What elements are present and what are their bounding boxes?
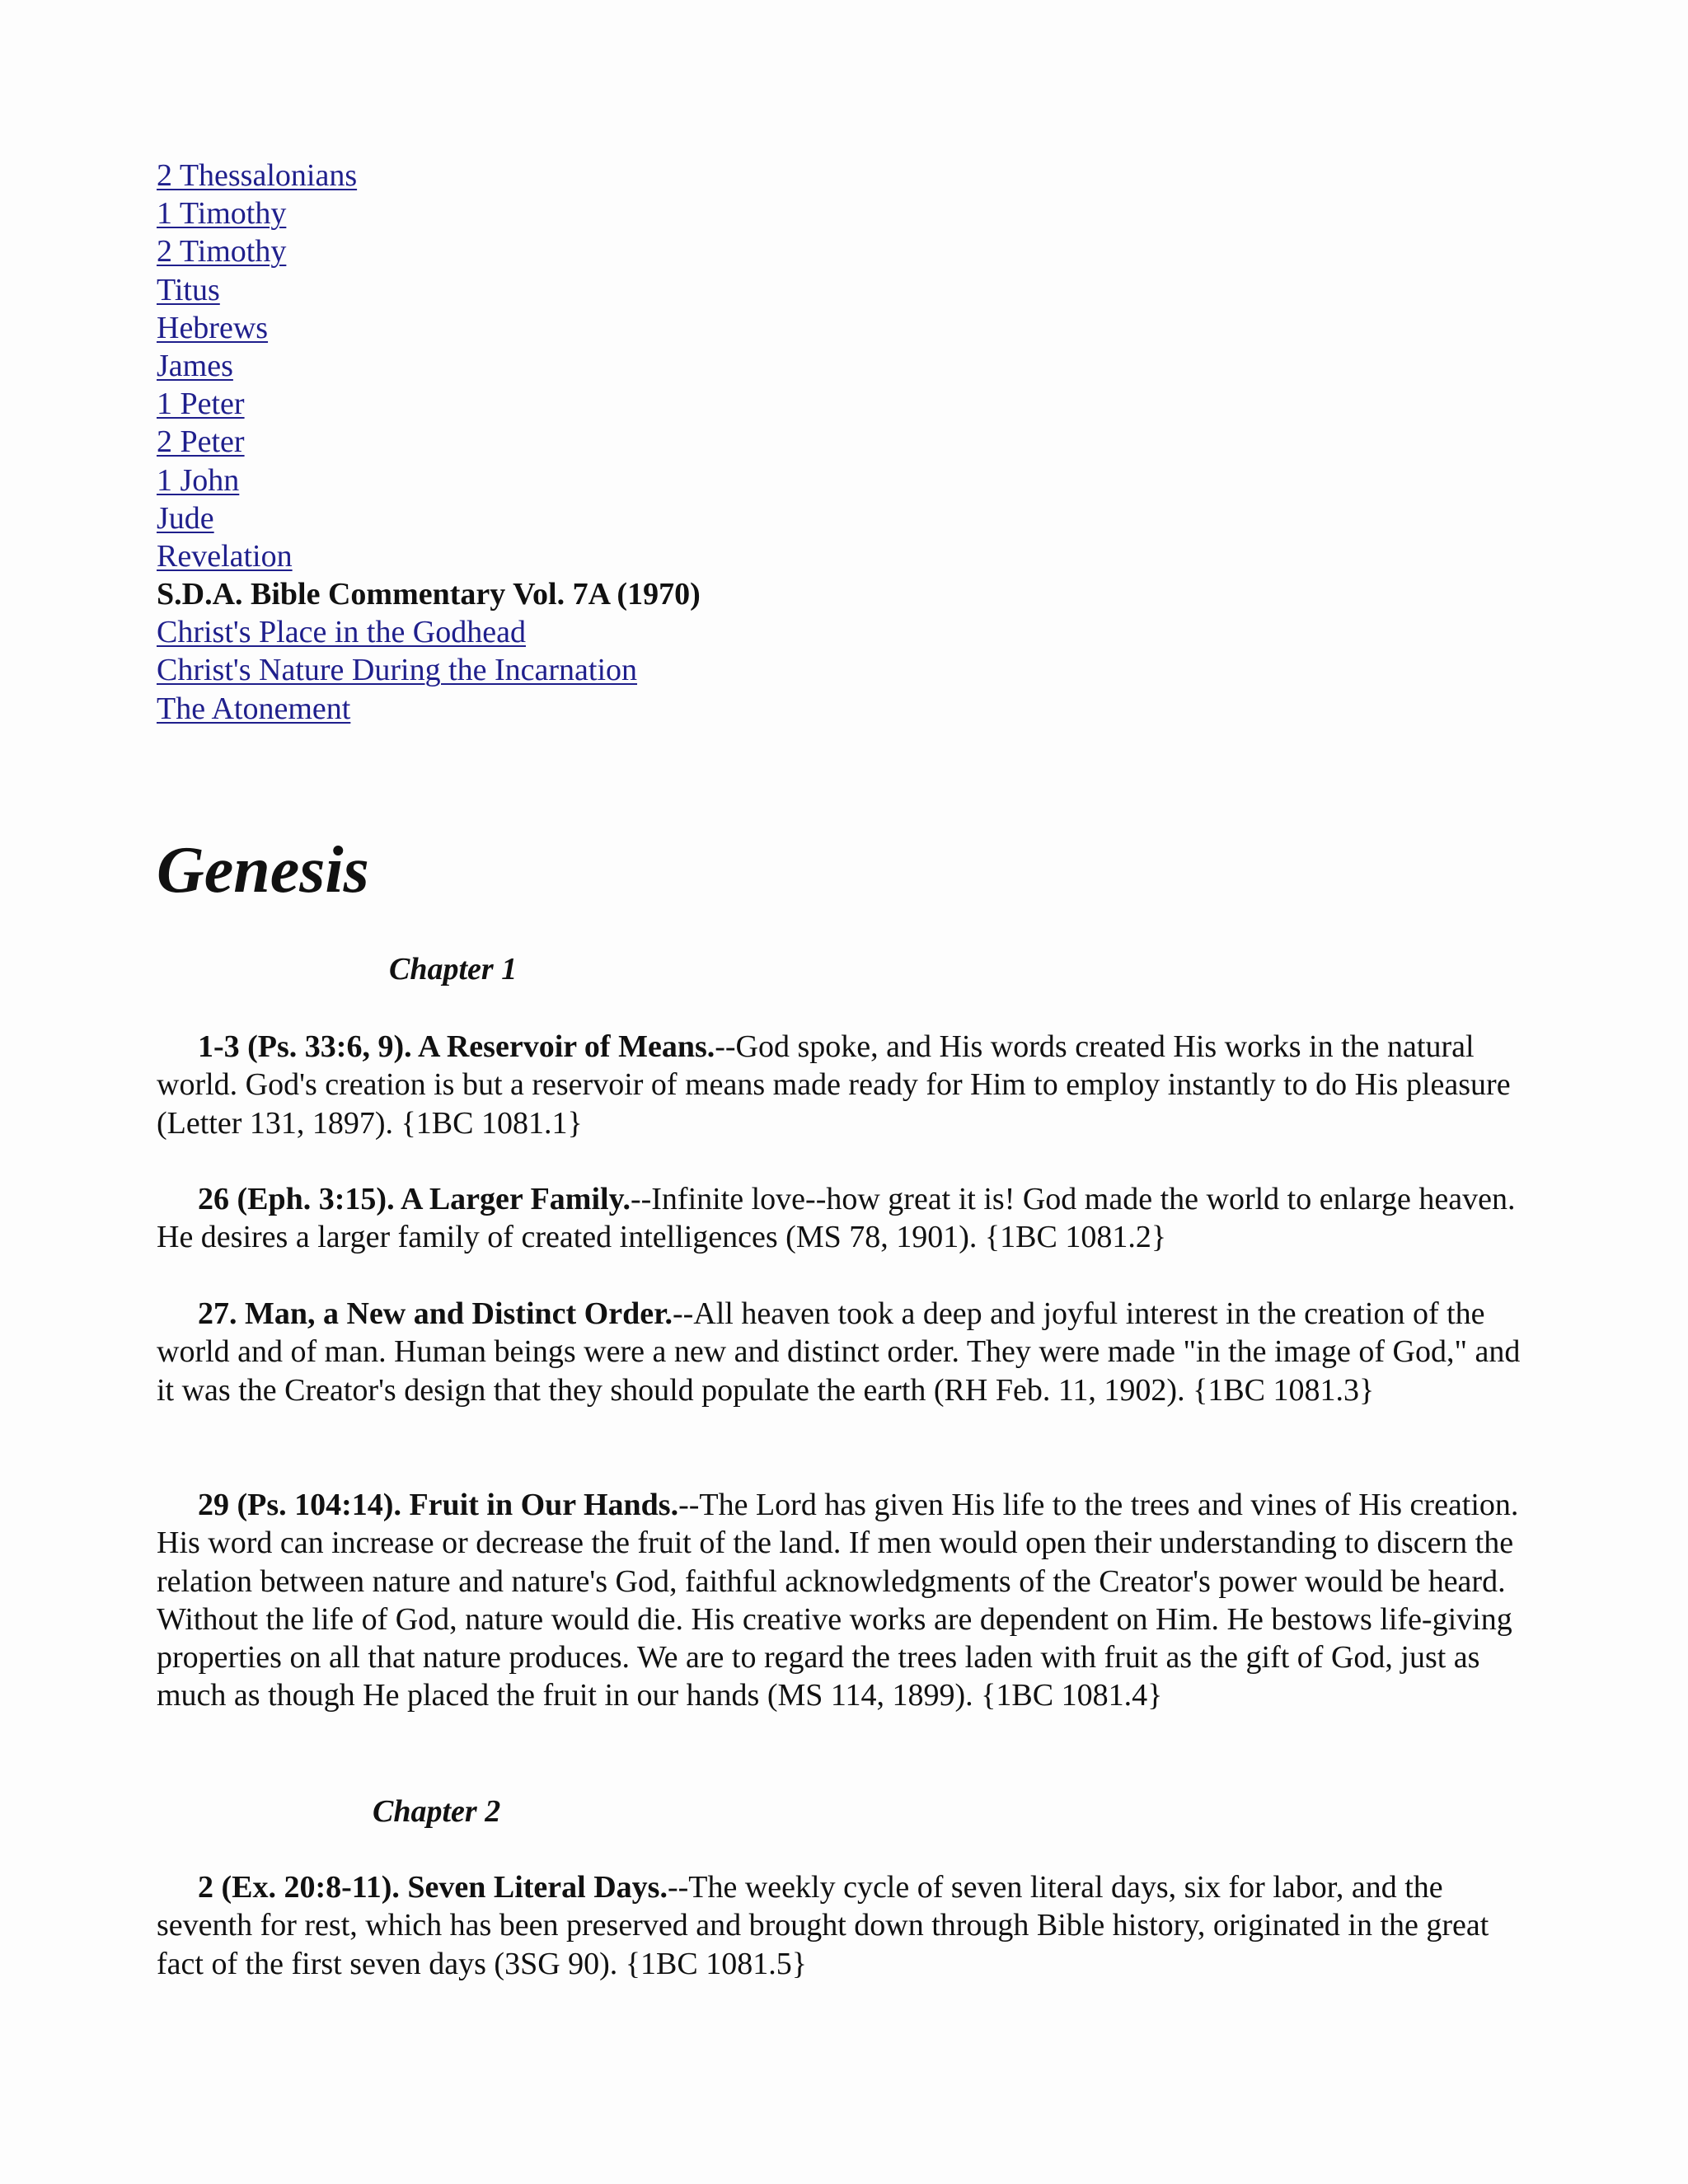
toc-link[interactable]: 1 Peter [157,387,245,422]
table-of-contents [157,157,1541,728]
toc-section-heading: S.D.A. Bible Commentary Vol. 7A (1970) [157,577,701,612]
toc-link[interactable]: Titus [157,272,220,307]
toc-item-revelation[interactable] [157,537,1541,575]
toc-item-titus[interactable] [157,271,1541,309]
toc-item-1-john[interactable] [157,462,1541,499]
paragraph-body: --God spoke, and His words created His works in the natural world. God's creation is but a reservoir of means made ready for Him to employ instantly to do His pleasure (Letter 131, 1897). {1BC 1081.1} [157,1029,1511,1141]
toc-link[interactable]: 2 Peter [157,424,245,460]
toc-item-2-thessalonians[interactable] [157,157,1541,194]
commentary-paragraph [157,1486,1541,1715]
toc-link[interactable]: 1 Timothy [157,196,287,232]
commentary-paragraph [157,1868,1541,1983]
toc-item-atonement[interactable] [157,690,1541,728]
paragraph-body: --Infinite love--how great it is! God made the world to enlarge heaven. He desires a larger family of created intelligences (MS 78, 1901). {1BC 1081.2} [157,1182,1516,1255]
toc-link[interactable]: Hebrews [157,310,269,345]
paragraph-lead: 2 (Ex. 20:8-11). Seven Literal Days. [198,1870,668,1905]
toc-link[interactable]: Christ's Place in the Godhead [157,615,526,650]
toc-item-1-timothy[interactable] [157,194,1541,232]
toc-link[interactable]: 2 Thessalonians [157,158,358,193]
paragraph-lead: 26 (Eph. 3:15). A Larger Family. [198,1182,631,1216]
toc-item-christs-nature[interactable] [157,651,1541,689]
toc-item-christs-place[interactable] [157,613,1541,651]
paragraph-lead: 29 (Ps. 104:14). Fruit in Our Hands. [198,1488,679,1522]
commentary-paragraph [157,1028,1541,1142]
toc-link[interactable]: James [157,348,233,383]
toc-item-2-timothy[interactable] [157,232,1541,270]
toc-link[interactable]: Revelation [157,538,293,574]
toc-item-jude[interactable] [157,499,1541,537]
book-title: Genesis [157,834,369,907]
chapter-heading: Chapter 2 [373,1794,501,1829]
toc-link[interactable]: Christ's Nature During the Incarnation [157,653,638,688]
paragraph-lead: 27. Man, a New and Distinct Order. [198,1296,673,1331]
paragraph-body: --All heaven took a deep and joyful interest in the creation of the world and of man. Human beings were a new and distinct order. They were made "in the image of God," and it was the Creator's design that they should populate the earth (RH Feb. 11, 1902). {1BC 1081.3} [157,1296,1521,1408]
commentary-paragraph [157,1295,1541,1409]
paragraph-body: --The Lord has given His life to the trees and vines of His creation. His word can increase or decrease the fruit of the land. If men would open their understanding to discern the relation between nature and nature's God, faithful acknowledgments of the Creator's power would be heard. Without the life of God, nature would die. His creative works are dependent on Him. He bestows life-giving properties on all that nature produces. We are to regard the trees laden with fruit as the gift of God, just as much as though He placed the fruit in our hands (MS 114, 1899). {1BC 1081.4} [157,1488,1519,1713]
chapter-heading: Chapter 1 [389,952,518,987]
toc-link[interactable]: Jude [157,500,214,536]
toc-link[interactable]: 1 John [157,462,240,498]
paragraph-lead: 1-3 (Ps. 33:6, 9). A Reservoir of Means. [198,1029,715,1064]
paragraph-body: --The weekly cycle of seven literal days, six for labor, and the seventh for rest, which has been preserved and brought down through Bible history, originated in the great fact of the first seven days (3SG 90). {1BC 1081.5} [157,1870,1489,1981]
toc-link[interactable]: The Atonement [157,691,351,726]
toc-item-hebrews[interactable] [157,309,1541,347]
commentary-paragraph [157,1180,1541,1257]
toc-link[interactable]: 2 Timothy [157,234,287,269]
toc-item-james[interactable] [157,347,1541,385]
toc-item-1-peter[interactable] [157,385,1541,423]
document-page [157,157,1541,1981]
toc-item-2-peter[interactable] [157,423,1541,461]
